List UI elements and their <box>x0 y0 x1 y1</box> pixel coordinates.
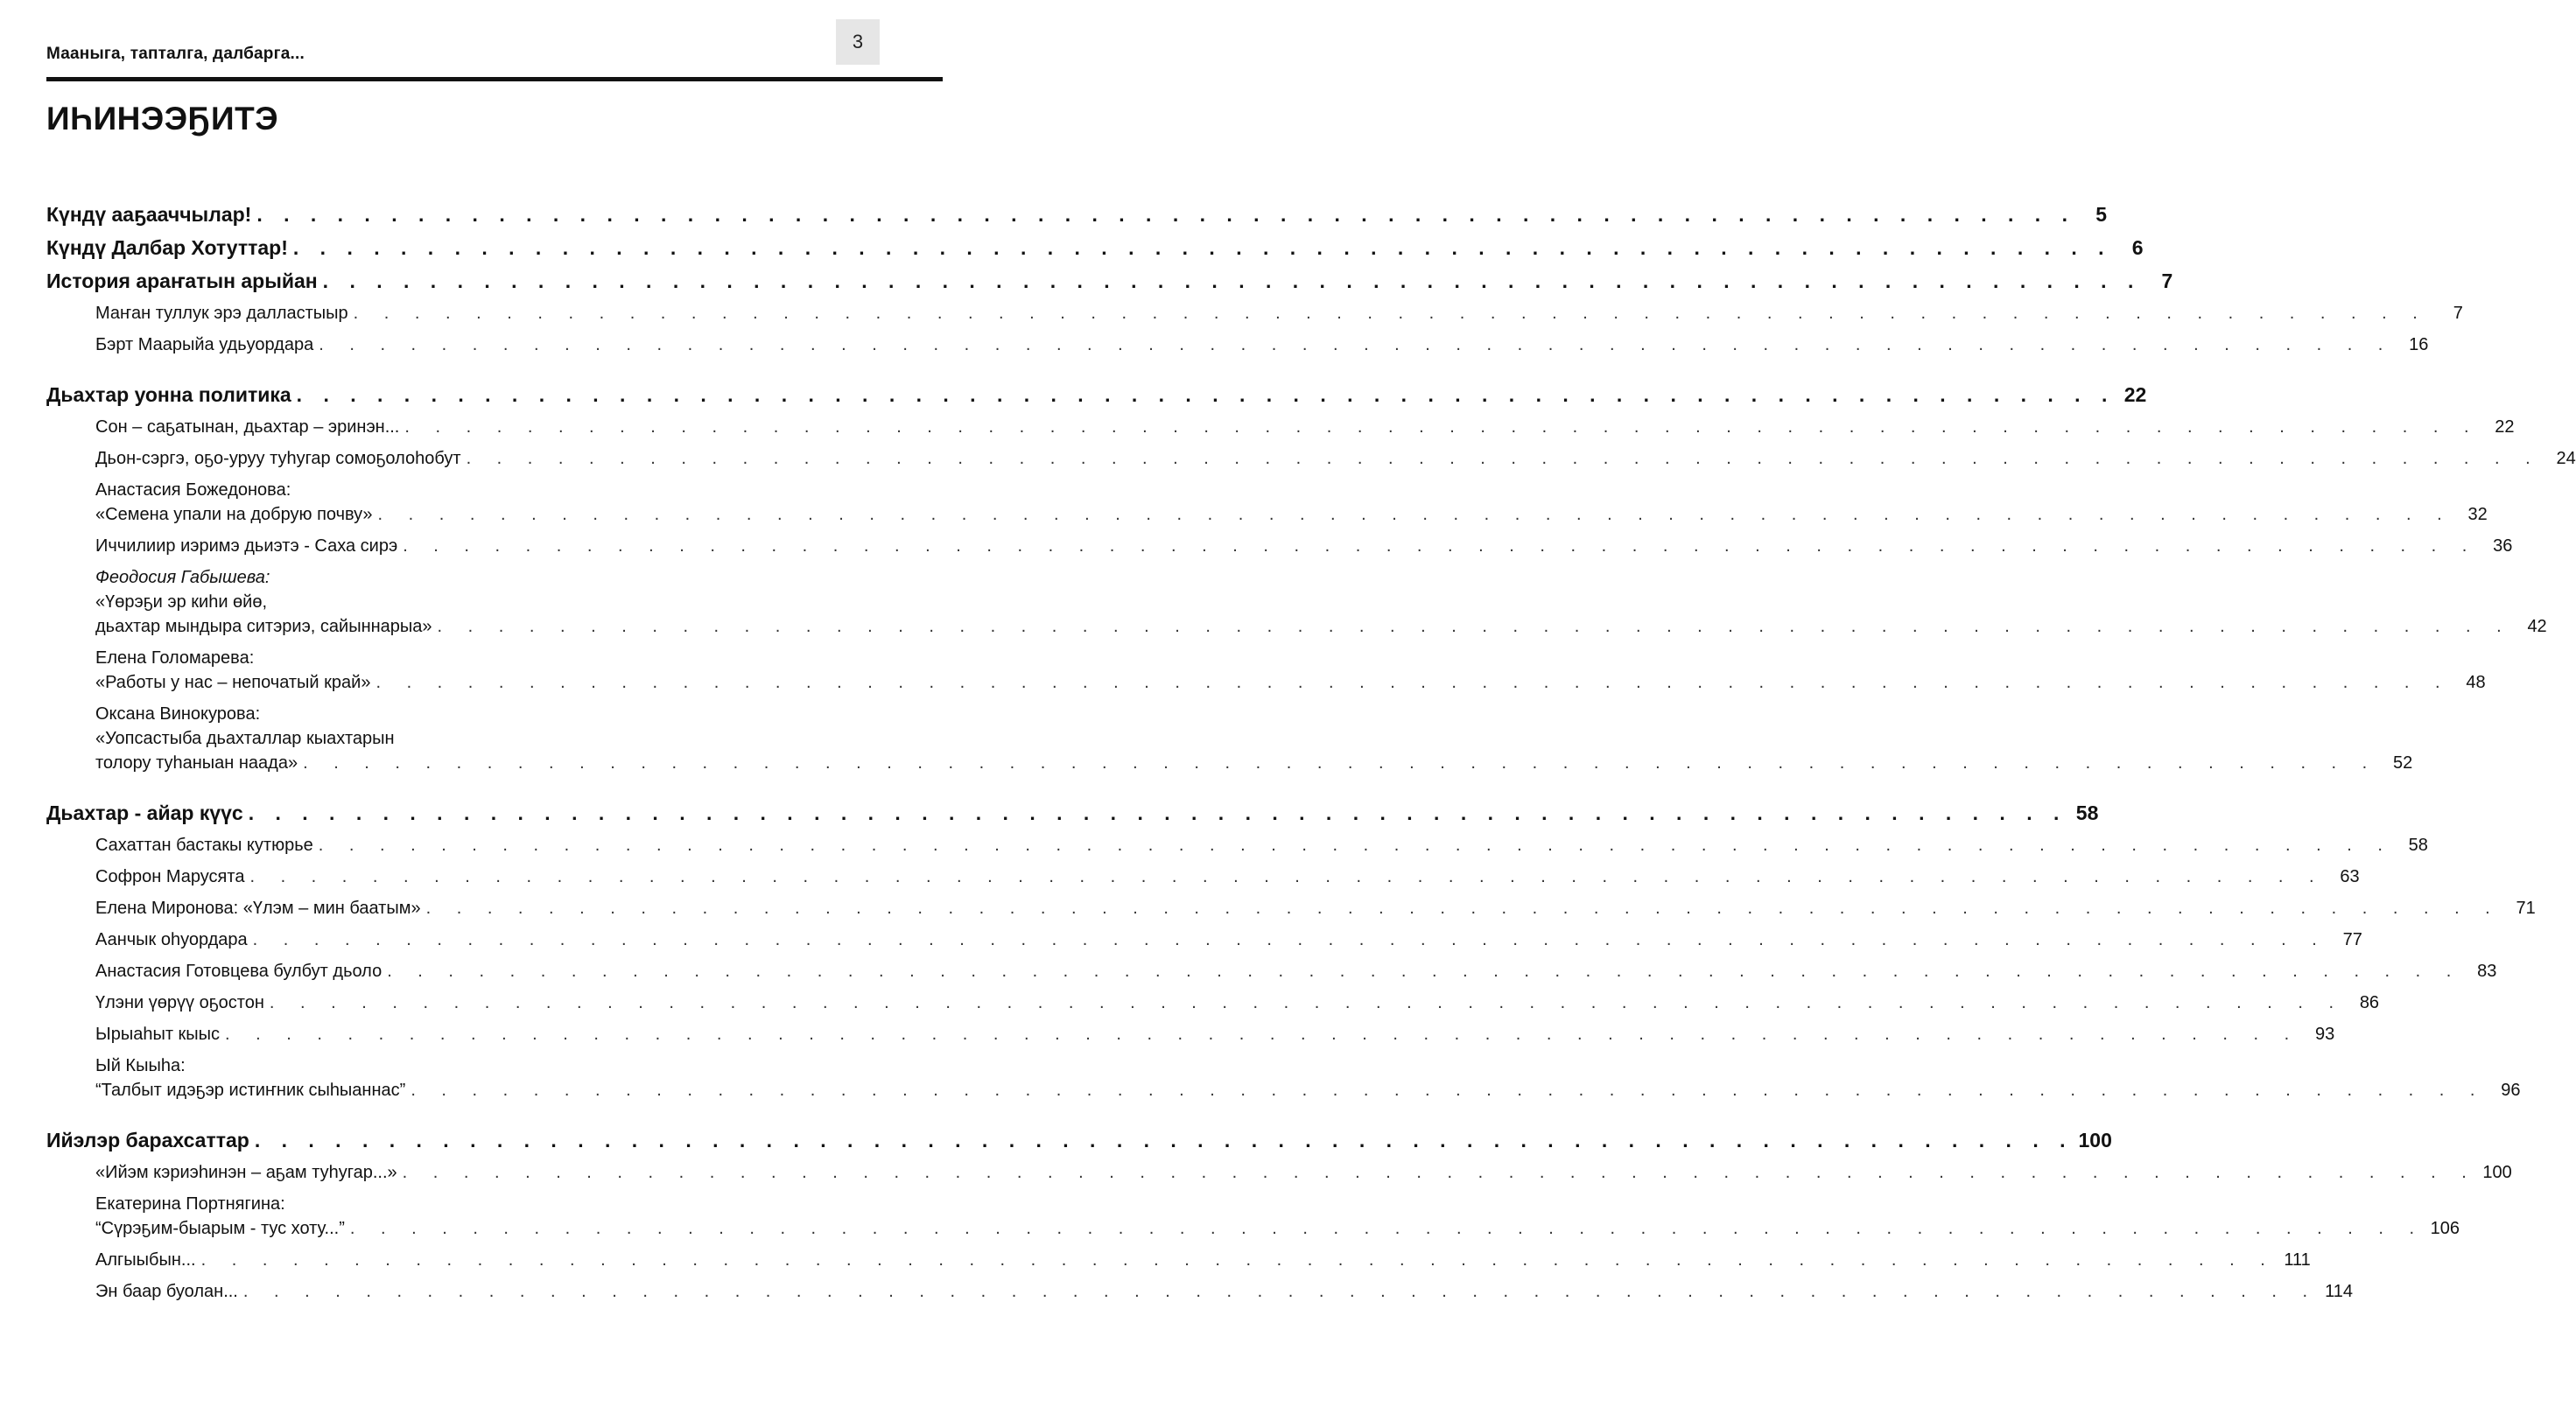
toc-page-number: 83 <box>2477 962 2497 981</box>
dot-leader: . . . . . . . . . . . . . . . . . . . . . . . . . . . . . . . . . . . . . . . . . . . . . . . . . . . . . . . . . . . . . . . . . . . . <box>249 867 2325 886</box>
toc-item <box>46 990 2380 1015</box>
toc-item-title: Елена Миронова: «Үлэм – мин баатым» <box>95 899 421 918</box>
dot-leader: . . . . . . . . . . . . . . . . . . . . . . . . . . . . . . . . . . . . . . . . . . . . . . . . . . . . . . . . . . . . . . . . . . . . <box>225 1025 2300 1044</box>
toc-item <box>46 833 2428 858</box>
toc-item <box>46 896 2536 920</box>
toc-section <box>46 266 2173 296</box>
toc-item <box>46 1279 2354 1304</box>
toc-item-line: Анастасия Божедонова: <box>95 480 291 500</box>
toc-section-title: История араҥатын арыйан <box>46 270 318 292</box>
dot-leader: . . . . . . . . . . . . . . . . . . . . . . . . . . . . . . . . . . . . . . . . . . . . . . . . . . . . . . . . . . . . . . . . . . . . <box>387 962 2462 981</box>
toc-section <box>46 200 2107 229</box>
toc-item <box>46 565 2547 639</box>
toc-item <box>46 446 2576 471</box>
toc-item-line: «Уопсастыба дьахталлар кыахтарын <box>95 729 395 748</box>
dot-leader: . . . . . . . . . . . . . . . . . . . . . . . . . . . . . . . . . . . . . . . . . . . . . . . . . . . . . . . . . . . . . . . . . . . . <box>292 236 2112 259</box>
toc-item-title: Алгыыбын... <box>95 1250 196 1270</box>
toc-item-line: Елена Голомарева: <box>95 648 255 668</box>
toc-item-line: Ый Кыыһа: <box>95 1056 186 1075</box>
dot-leader: . . . . . . . . . . . . . . . . . . . . . . . . . . . . . . . . . . . . . . . . . . . . . . . . . . . . . . . . . . . . . . . . . . . . <box>254 1129 2074 1152</box>
dot-leader: . . . . . . . . . . . . . . . . . . . . . . . . . . . . . . . . . . . . . . . . . . . . . . . . . . . . . . . . . . . . . . . . . . . . <box>269 993 2345 1012</box>
toc-item <box>46 959 2497 984</box>
toc-item-title: Сахаттан бастакы кутюрье <box>95 836 313 855</box>
toc-item <box>46 646 2486 695</box>
toc-item <box>46 864 2360 889</box>
dot-leader: . . . . . . . . . . . . . . . . . . . . . . . . . . . . . . . . . . . . . . . . . . . . . . . . . . . . . . . . . . . . . . . . . . . . <box>402 1163 2477 1182</box>
toc-item <box>46 1248 2311 1272</box>
toc-page-number: 96 <box>2501 1081 2521 1100</box>
dot-leader: . . . . . . . . . . . . . . . . . . . . . . . . . . . . . . . . . . . . . . . . . . . . . . . . . . . . . . . . . . . . . . . . . . . . <box>466 449 2541 468</box>
toc-page-number: 58 <box>2408 836 2428 855</box>
toc-item-title: Аанчык оһуордара <box>95 930 248 949</box>
toc-page-number: 22 <box>2123 383 2147 406</box>
toc-page-number: 77 <box>2342 930 2362 949</box>
toc-item-title: «Работы у нас – непочатый край» <box>95 673 371 692</box>
dot-leader: . . . . . . . . . . . . . . . . . . . . . . . . . . . . . . . . . . . . . . . . . . . . . . . . . . . . . . . . . . . . . . . . . . . . <box>403 536 2478 556</box>
dot-leader: . . . . . . . . . . . . . . . . . . . . . . . . . . . . . . . . . . . . . . . . . . . . . . . . . . . . . . . . . . . . . . . . . . . . <box>318 836 2393 855</box>
toc-item-title: «Семена упали на добрую почву» <box>95 505 373 524</box>
dot-leader: . . . . . . . . . . . . . . . . . . . . . . . . . . . . . . . . . . . . . . . . . . . . . . . . . . . . . . . . . . . . . . . . . . . . <box>248 802 2067 824</box>
toc-page-number: 22 <box>2495 417 2515 437</box>
dot-leader: . . . . . . . . . . . . . . . . . . . . . . . . . . . . . . . . . . . . . . . . . . . . . . . . . . . . . . . . . . . . . . . . . . . . <box>376 673 2451 692</box>
toc-item-title: Маҥан туллук эрэ далластыыр <box>95 304 348 323</box>
dot-leader: . . . . . . . . . . . . . . . . . . . . . . . . . . . . . . . . . . . . . . . . . . . . . . . . . . . . . . . . . . . . . . . . . . . . <box>437 617 2512 636</box>
toc-page-number: 63 <box>2340 867 2360 886</box>
dot-leader: . . . . . . . . . . . . . . . . . . . . . . . . . . . . . . . . . . . . . . . . . . . . . . . . . . . . . . . . . . . . . . . . . . . . <box>425 899 2501 918</box>
toc-item-title: Софрон Марусята <box>95 867 245 886</box>
page-number: 3 <box>836 19 880 65</box>
toc-item-title: дьахтар мындыра ситэриэ, сайыннарыа» <box>95 617 432 636</box>
toc-section-title: Күндү ааҕааччылар! <box>46 203 252 226</box>
toc-page-number: 16 <box>2409 335 2429 354</box>
toc-item-title: Дьон-сэргэ, оҕо-уруу туһугар сомоҕолоһобут <box>95 449 461 468</box>
toc-item <box>46 534 2513 558</box>
running-head: Мааныга, тапталга, далбарга... <box>46 45 305 63</box>
toc-item <box>46 928 2362 952</box>
toc-section-title: Дьахтар уонна политика <box>46 383 291 406</box>
dot-leader: . . . . . . . . . . . . . . . . . . . . . . . . . . . . . . . . . . . . . . . . . . . . . . . . . . . . . . . . . . . . . . . . . . . . <box>242 1282 2319 1301</box>
toc-page-number: 6 <box>2131 236 2144 259</box>
toc-item <box>46 478 2488 527</box>
toc-item-line: Оксана Винокурова: <box>95 704 261 724</box>
dot-leader: . . . . . . . . . . . . . . . . . . . . . . . . . . . . . . . . . . . . . . . . . . . . . . . . . . . . . . . . . . . . . . . . . . . . <box>349 1219 2425 1238</box>
dot-leader: . . . . . . . . . . . . . . . . . . . . . . . . . . . . . . . . . . . . . . . . . . . . . . . . . . . . . . . . . . . . . . . . . . . . <box>322 270 2142 292</box>
toc-page-number: 111 <box>2284 1250 2311 1270</box>
toc-page-number: 32 <box>2467 505 2488 524</box>
dot-leader: . . . . . . . . . . . . . . . . . . . . . . . . . . . . . . . . . . . . . . . . . . . . . . . . . . . . . . . . . . . . . . . . . . . . <box>252 930 2327 949</box>
toc-section <box>46 798 2099 828</box>
toc-item <box>46 1022 2335 1046</box>
toc-page-number: 114 <box>2325 1282 2354 1301</box>
toc-item <box>46 1160 2512 1185</box>
toc-item <box>46 415 2515 439</box>
toc-item-title: Иччилиир иэримэ дьиэтэ - Саха сирэ <box>95 536 398 556</box>
toc-item <box>46 702 2413 775</box>
toc-item-line: «Үөрэҕи эр киһи өйө, <box>95 592 268 612</box>
toc-page-number: 5 <box>2095 203 2107 226</box>
toc-page-number: 42 <box>2527 617 2547 636</box>
toc-page-number: 100 <box>2482 1163 2512 1182</box>
toc-item-line: Екатерина Портнягина: <box>95 1194 285 1214</box>
toc-page-number: 93 <box>2314 1025 2335 1044</box>
toc-item-title: “Талбыт идэҕэр истиҥник сыһыаннас” <box>95 1081 406 1100</box>
toc-item <box>46 301 2463 326</box>
dot-leader: . . . . . . . . . . . . . . . . . . . . . . . . . . . . . . . . . . . . . . . . . . . . . . . . . . . . . . . . . . . . . . . . . . . . <box>411 1081 2486 1100</box>
dot-leader: . . . . . . . . . . . . . . . . . . . . . . . . . . . . . . . . . . . . . . . . . . . . . . . . . . . . . . . . . . . . . . . . . . . . <box>256 203 2075 226</box>
toc-section <box>46 380 2147 410</box>
toc-item-title: «Ийэм кэриэһинэн – аҕам туһугар...» <box>95 1163 397 1182</box>
header-rule <box>46 77 943 81</box>
toc-section <box>46 233 2144 262</box>
toc-item-line: Феодосия Габышева: <box>95 568 270 587</box>
toc-page-number: 7 <box>2453 304 2463 323</box>
dot-leader: . . . . . . . . . . . . . . . . . . . . . . . . . . . . . . . . . . . . . . . . . . . . . . . . . . . . . . . . . . . . . . . . . . . . <box>353 304 2428 323</box>
toc-item <box>46 332 2429 357</box>
toc-item-title: Бэрт Маарыйа удьуордара <box>95 335 314 354</box>
toc-item <box>46 1192 2460 1241</box>
toc-item-title: Үлэни үөрүү оҕостон <box>95 993 264 1012</box>
table-of-contents <box>46 200 2576 1304</box>
toc-section <box>46 1125 2112 1155</box>
toc-item-title: Сон – саҕатынан, дьахтар – эринэн... <box>95 417 400 437</box>
dot-leader: . . . . . . . . . . . . . . . . . . . . . . . . . . . . . . . . . . . . . . . . . . . . . . . . . . . . . . . . . . . . . . . . . . . . <box>319 335 2394 354</box>
dot-leader: . . . . . . . . . . . . . . . . . . . . . . . . . . . . . . . . . . . . . . . . . . . . . . . . . . . . . . . . . . . . . . . . . . . . <box>404 417 2480 437</box>
toc-item-title: Ырыаһыт кыыс <box>95 1025 221 1044</box>
toc-item-title: “Сүрэҕим-быарым - тус хоту...” <box>95 1219 345 1238</box>
dot-leader: . . . . . . . . . . . . . . . . . . . . . . . . . . . . . . . . . . . . . . . . . . . . . . . . . . . . . . . . . . . . . . . . . . . . <box>303 753 2378 773</box>
toc-page-number: 7 <box>2161 270 2173 292</box>
dot-leader: . . . . . . . . . . . . . . . . . . . . . . . . . . . . . . . . . . . . . . . . . . . . . . . . . . . . . . . . . . . . . . . . . . . . <box>377 505 2453 524</box>
toc-section-title: Күндү Далбар Хотуттар! <box>46 236 288 259</box>
toc-page-number: 106 <box>2430 1219 2460 1238</box>
dot-leader: . . . . . . . . . . . . . . . . . . . . . . . . . . . . . . . . . . . . . . . . . . . . . . . . . . . . . . . . . . . . . . . . . . . . <box>200 1250 2276 1270</box>
toc-page-number: 24 <box>2556 449 2576 468</box>
toc-page-number: 48 <box>2466 673 2486 692</box>
dot-leader: . . . . . . . . . . . . . . . . . . . . . . . . . . . . . . . . . . . . . . . . . . . . . . . . . . . . . . . . . . . . . . . . . . . . <box>296 383 2116 406</box>
toc-section-title: Ийэлэр барахсаттар <box>46 1129 249 1152</box>
toc-item <box>46 1054 2521 1102</box>
toc-section-title: Дьахтар - айар күүс <box>46 802 243 824</box>
toc-page-number: 86 <box>2359 993 2380 1012</box>
toc-page-number: 36 <box>2493 536 2513 556</box>
toc-item-title: Анастасия Готовцева булбут дьоло <box>95 962 383 981</box>
toc-page-number: 52 <box>2392 753 2413 773</box>
toc-page-number: 100 <box>2078 1129 2112 1152</box>
toc-page-number: 58 <box>2075 802 2099 824</box>
toc-item-title: Эн баар буолан... <box>95 1282 238 1301</box>
toc-item-title: толору туһаныан наада» <box>95 753 298 773</box>
page-title: ИҺИНЭЭҔИТЭ <box>46 101 279 136</box>
toc-page-number: 71 <box>2516 899 2536 918</box>
